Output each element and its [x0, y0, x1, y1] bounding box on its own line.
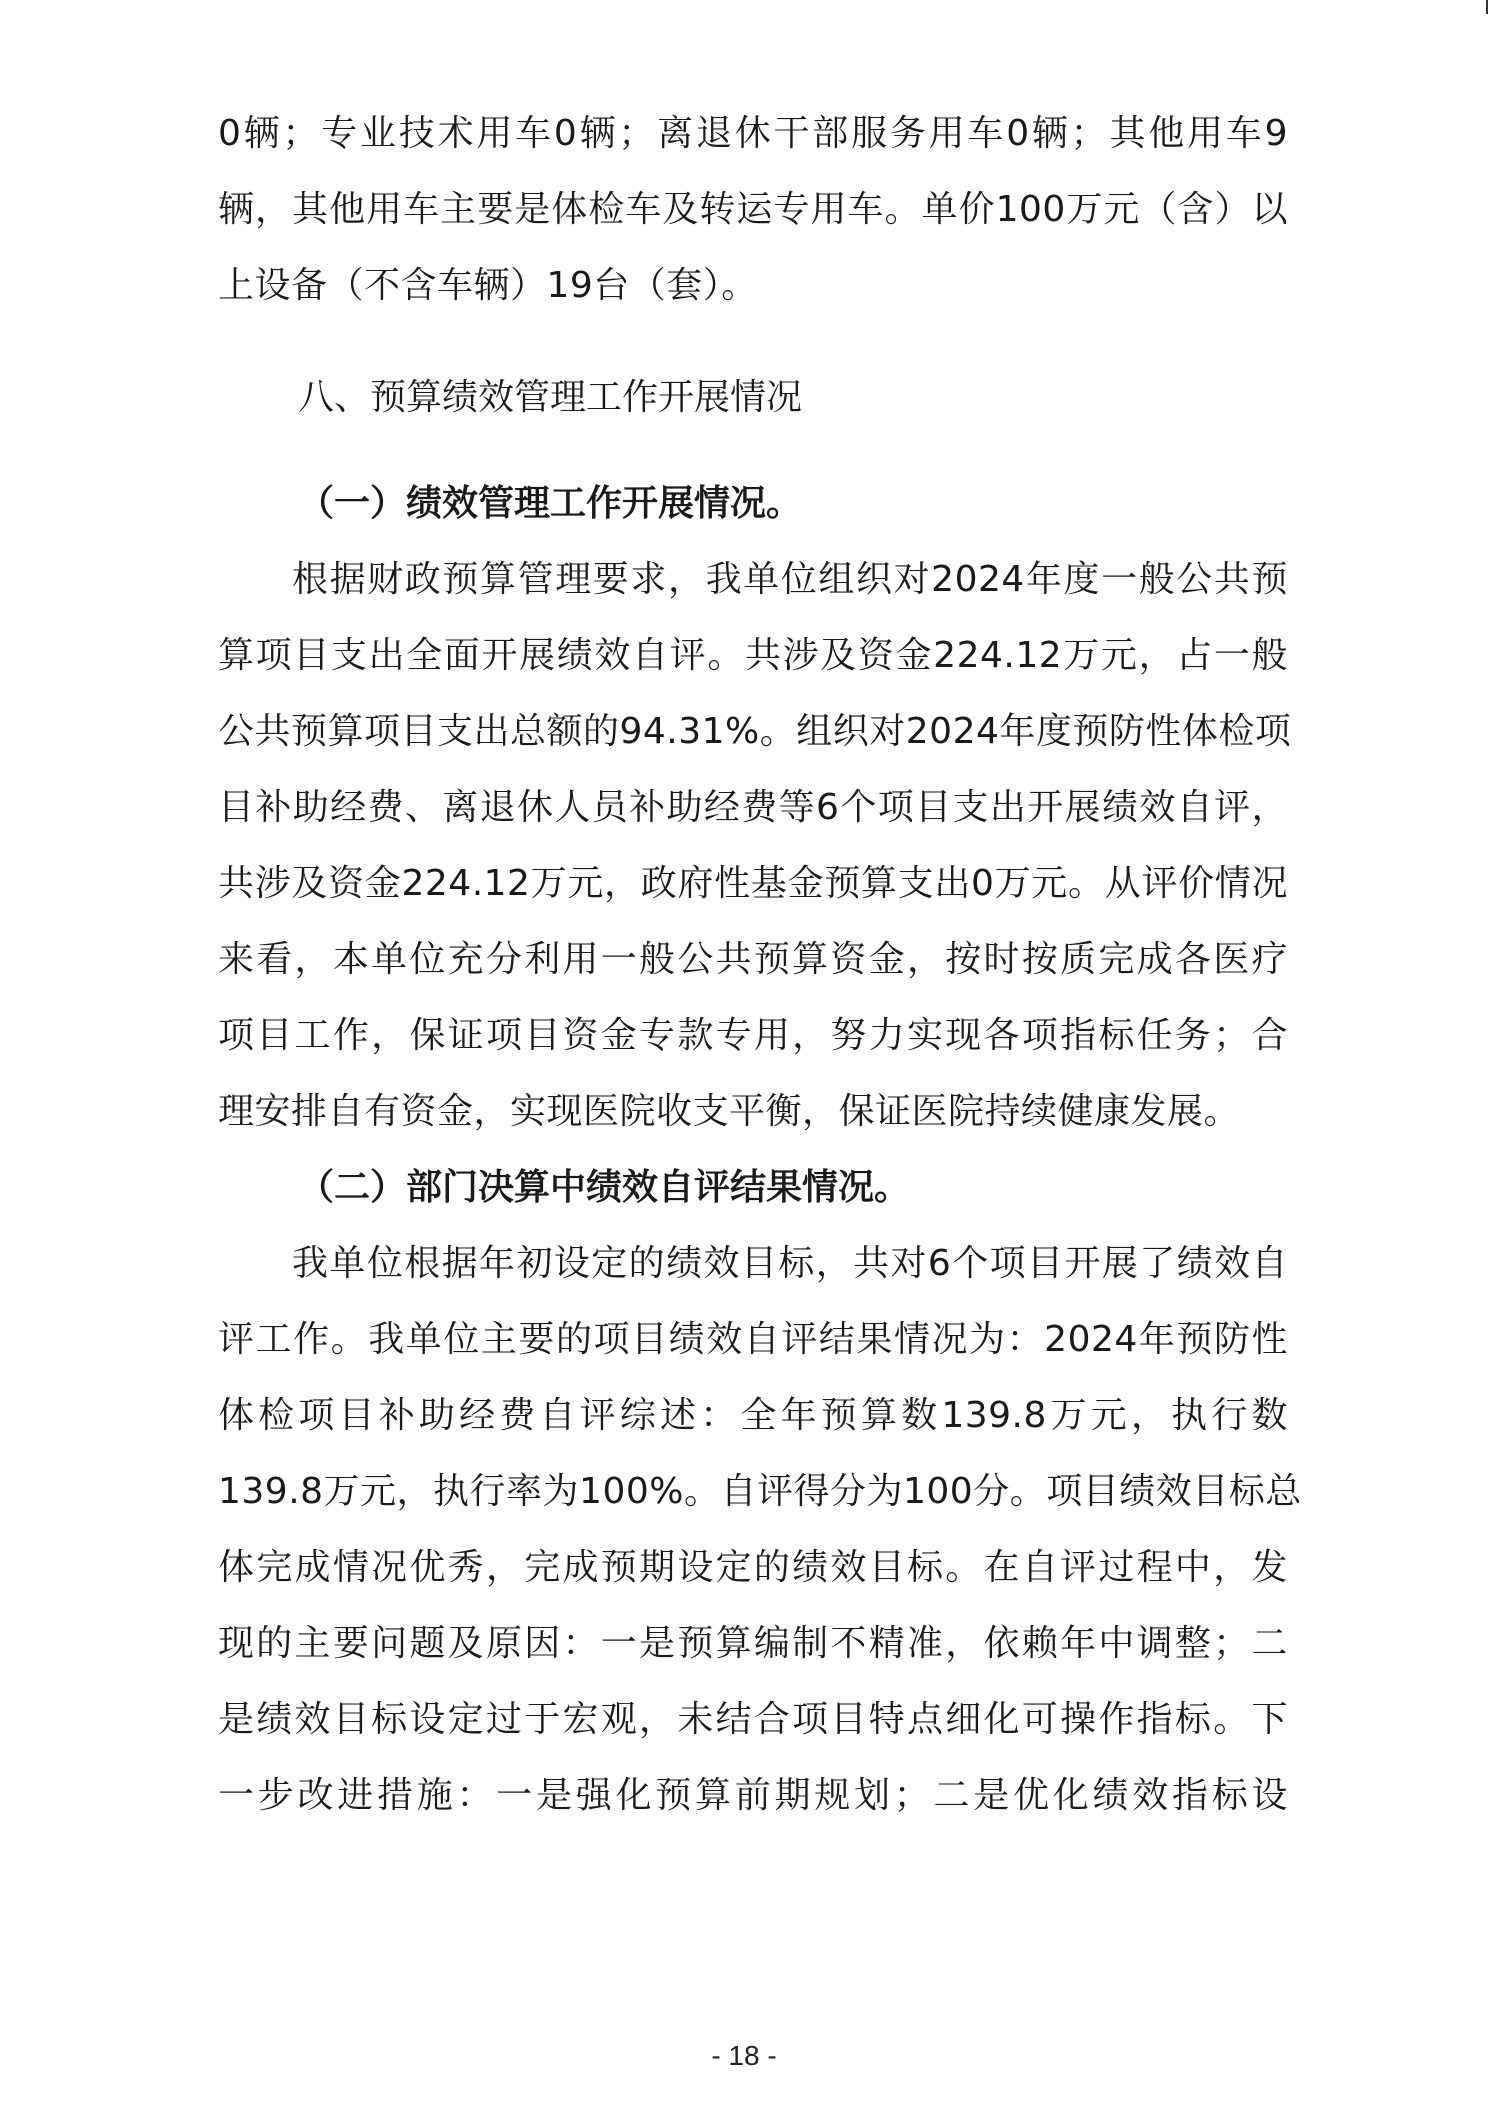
- text-line: 评工作。我单位主要的项目绩效自评结果情况为：2024年预防性: [218, 1319, 1288, 1360]
- page-number: - 18 -: [711, 2040, 777, 2071]
- paragraph-self-evaluation-results: [218, 1226, 1302, 1834]
- text-line: 139.8万元，执行率为100%。自评得分为100分。项目绩效目标总: [218, 1471, 1302, 1512]
- subsection-heading-self-evaluation-results: （二）部门决算中绩效自评结果情况。: [298, 1167, 911, 1208]
- text-line: 辆，其他用车主要是体检车及转运专用车。单价100万元（含）以: [218, 189, 1288, 230]
- text-line: 现的主要问题及原因：一是预算编制不精准，依赖年中调整；二: [218, 1623, 1288, 1664]
- text-line: 算项目支出全面开展绩效自评。共涉及资金224.12万元，占一般: [218, 635, 1288, 676]
- text-line: 0辆；专业技术用车0辆；离退休干部服务用车0辆；其他用车9: [218, 113, 1288, 154]
- text-line: 共涉及资金224.12万元，政府性基金预算支出0万元。从评价情况: [218, 863, 1288, 904]
- text-line: 是绩效目标设定过于宏观，未结合项目特点细化可操作指标。下: [218, 1699, 1288, 1740]
- text-line: 项目工作，保证项目资金专款专用，努力实现各项指标任务；合: [218, 1015, 1288, 1056]
- text-line: 上设备（不含车辆）19台（套）。: [218, 265, 758, 306]
- text-line: 理安排自有资金，实现医院收支平衡，保证医院持续健康发展。: [218, 1091, 1241, 1132]
- subsection-heading-performance-management: （一）绩效管理工作开展情况。: [298, 483, 803, 524]
- paragraph-vehicle-equipment: [218, 96, 1288, 324]
- text-line: 根据财政预算管理要求，我单位组织对2024年度一般公共预: [292, 559, 1288, 600]
- text-line: 体完成情况优秀，完成预期设定的绩效目标。在自评过程中，发: [218, 1547, 1288, 1588]
- document-body: [218, 96, 1302, 1834]
- text-line: 体检项目补助经费自评综述：全年预算数139.8万元，执行数: [218, 1395, 1288, 1436]
- paragraph-performance-management: [218, 542, 1292, 1150]
- text-line: 我单位根据年初设定的绩效目标，共对6个项目开展了绩效自: [292, 1243, 1288, 1284]
- text-line: 公共预算项目支出总额的94.31%。组织对2024年度预防性体检项: [218, 711, 1292, 752]
- text-line: 来看，本单位充分利用一般公共预算资金，按时按质完成各医疗: [218, 939, 1288, 980]
- text-line: 目补助经费、离退休人员补助经费等6个项目支出开展绩效自评，: [218, 787, 1288, 828]
- text-line: 一步改进措施：一是强化预算前期规划；二是优化绩效指标设: [218, 1775, 1288, 1816]
- section-heading-budget-performance: 八、预算绩效管理工作开展情况: [298, 377, 803, 418]
